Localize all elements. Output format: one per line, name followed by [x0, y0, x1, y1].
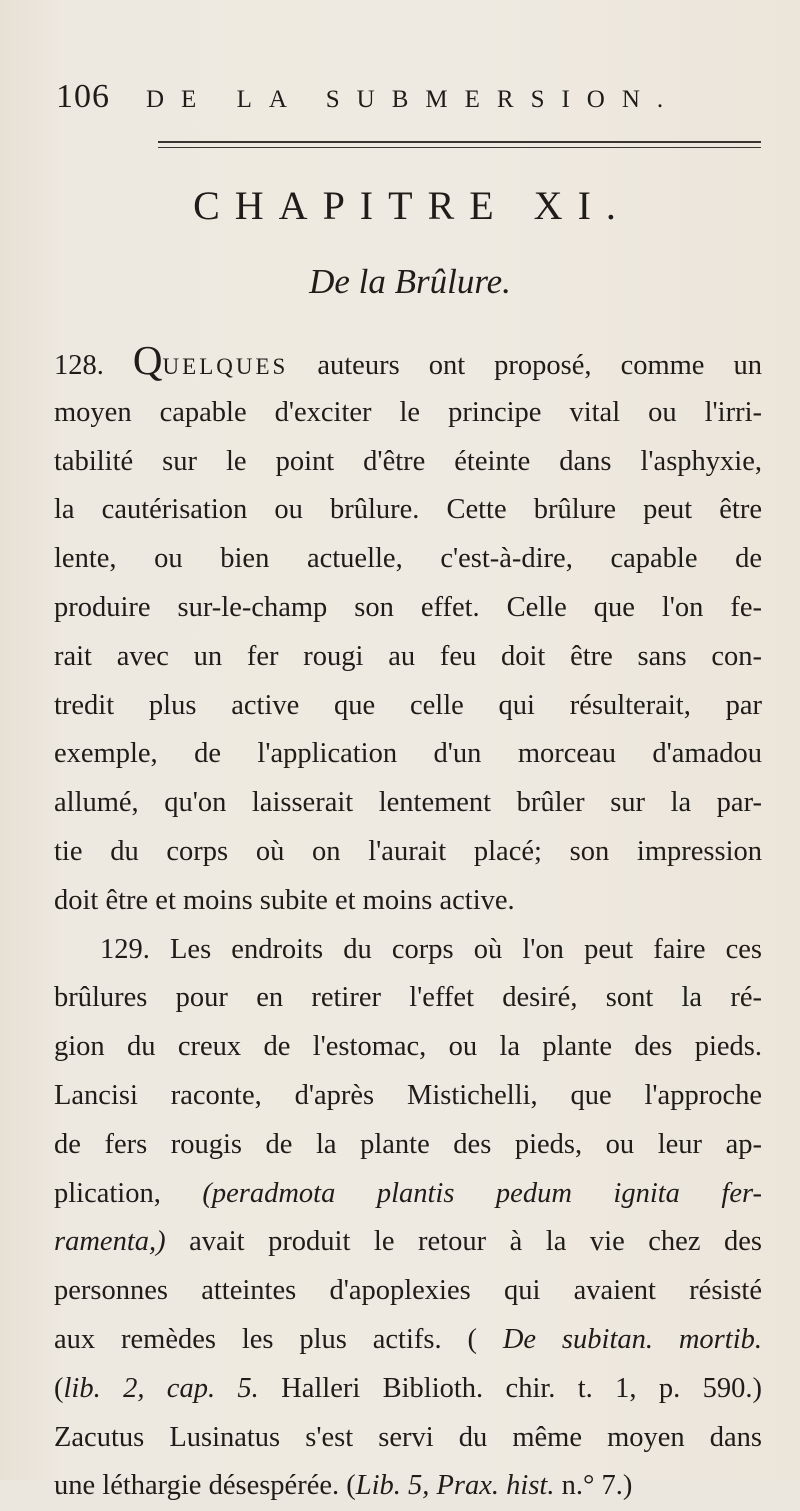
text-line: tie du corps où on l'aurait placé; son impression [54, 835, 762, 867]
text-line [54, 1365, 762, 1414]
citation-reference: lib. 2, cap. 5. [63, 1372, 259, 1404]
text-line: la cautérisation ou brûlure. Cette brûlure peut être [54, 494, 762, 526]
text-line: exemple, de l'application d'un morceau d'amadou [54, 738, 762, 770]
line-text: Halleri Biblioth. chir. t. 1, p. 590.) [258, 1372, 762, 1404]
running-head [56, 78, 736, 124]
page-number: 106 [56, 78, 110, 115]
body-text [54, 337, 762, 1511]
line-text: plication, [54, 1177, 203, 1209]
citation-title: De subitan. mortib. [502, 1323, 762, 1355]
text-line: brûlures pour en retirer l'effet desiré, sont la ré- [54, 982, 762, 1014]
chapter-heading: CHAPITRE XI. [193, 183, 631, 228]
line-text: une léthargie désespérée. ( [54, 1470, 356, 1502]
paragraph-number: 128. [54, 350, 104, 381]
citation-reference: Lib. 5, Prax. hist. [355, 1470, 555, 1502]
line-text: avait produit le retour à la vie chez des [165, 1226, 762, 1258]
text-line: produire sur-le-champ son effet. Celle que l'on fe- [54, 591, 762, 623]
text-line [54, 926, 762, 975]
line-text: ( [54, 1372, 64, 1404]
text-line [54, 1462, 762, 1511]
line-text: auteurs ont proposé, comme un [288, 350, 762, 381]
text-line: de fers rougis de la plante des pieds, ou leur ap- [54, 1128, 762, 1160]
text-line: personnes atteintes d'apoplexies qui avaient résisté [54, 1275, 762, 1307]
text-line: moyen capable d'exciter le principe vital ou l'irri- [54, 396, 762, 428]
text-line [54, 1218, 762, 1267]
text-line: allumé, qu'on laisserait lentement brûler sur la par- [54, 787, 762, 819]
text-line: tredit plus active que celle qui résulterait, par [54, 689, 762, 721]
header-double-rule [158, 141, 761, 148]
text-line [54, 1316, 762, 1365]
small-caps-word: UELQUES [162, 354, 289, 379]
text-line: lente, ou bien actuelle, c'est-à-dire, capable de [54, 543, 762, 575]
text-line: Lancisi raconte, d'après Mistichelli, que l'approche [54, 1079, 762, 1111]
text-line: rait avec un fer rougi au feu doit être sans con- [54, 640, 762, 672]
chapter-subtitle: De la Brûlure. [309, 262, 511, 301]
text-line: doit être et moins subite et moins active. [54, 884, 515, 916]
latin-quotation: ramenta,) [54, 1226, 166, 1258]
line-text: Les endroits du corps où l'on peut faire ces [149, 933, 762, 965]
drop-cap: Q [132, 337, 163, 383]
text-line [54, 337, 762, 389]
text-line [54, 1170, 762, 1219]
paragraph-number: 129. [100, 933, 150, 965]
text-line: tabilité sur le point d'être éteinte dans l'asphyxie, [54, 445, 762, 477]
running-title: DE LA SUBMERSION. [146, 86, 681, 113]
line-text: n.° 7.) [554, 1470, 633, 1502]
text-line: gion du creux de l'estomac, ou la plante des pieds. [54, 1031, 762, 1063]
latin-quotation: (peradmota plantis pedum ignita fer- [202, 1177, 762, 1209]
text-line: Zacutus Lusinatus s'est servi du même moyen dans [54, 1421, 762, 1453]
line-text: aux remèdes les plus actifs. ( [54, 1323, 503, 1355]
